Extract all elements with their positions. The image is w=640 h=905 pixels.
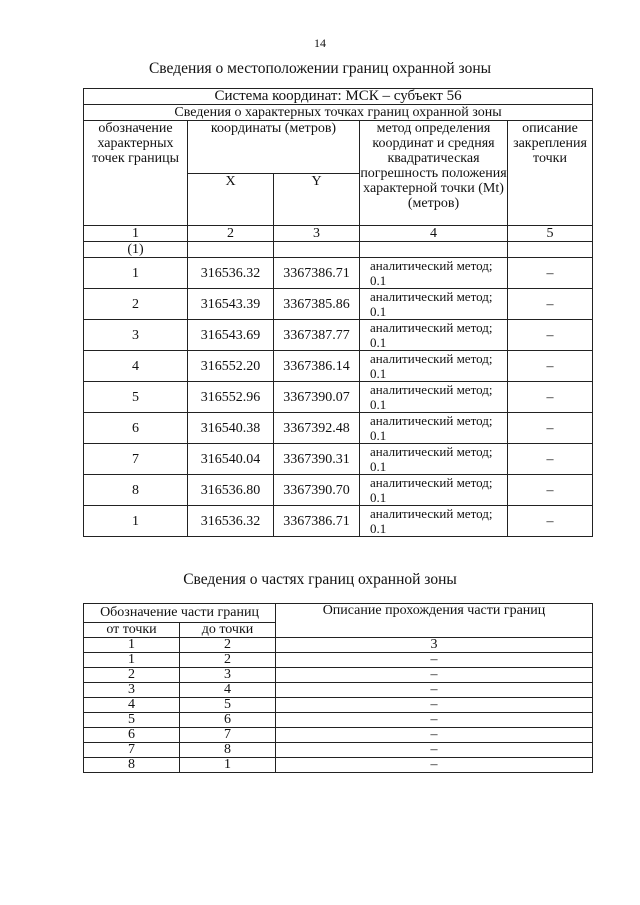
table-row bbox=[84, 289, 593, 320]
table-cell: 5 bbox=[180, 698, 276, 713]
table-cell: 7 bbox=[180, 728, 276, 743]
points-subheader: Сведения о характерных точках границ охранной зоны bbox=[84, 105, 593, 121]
table-cell: 6 bbox=[84, 413, 188, 444]
table-cell: 316552.96 bbox=[188, 382, 274, 413]
table-cell: 3 bbox=[84, 683, 180, 698]
col-fixing: описание закрепления точки bbox=[508, 121, 593, 226]
table-row bbox=[84, 713, 593, 728]
section-title-boundaries: Сведения о местоположении границ охранной зоны bbox=[148, 60, 492, 77]
table-cell: 1 bbox=[84, 506, 188, 537]
table-cell: – bbox=[508, 351, 593, 382]
table-cell: 316540.04 bbox=[188, 444, 274, 475]
table-cell: 3367392.48 bbox=[274, 413, 360, 444]
table-cell: – bbox=[508, 320, 593, 351]
table-cell: 316540.38 bbox=[188, 413, 274, 444]
table-cell: 7 bbox=[84, 743, 180, 758]
table-cell: аналитический метод; 0.1 bbox=[360, 320, 508, 351]
table-cell: 2 bbox=[84, 668, 180, 683]
table-cell: 6 bbox=[84, 728, 180, 743]
table-cell: 3367386.71 bbox=[274, 506, 360, 537]
col-to: до точки bbox=[180, 623, 276, 638]
table-cell: – bbox=[276, 728, 593, 743]
table-cell: – bbox=[276, 683, 593, 698]
table-cell: аналитический метод; 0.1 bbox=[360, 289, 508, 320]
table-cell: – bbox=[508, 289, 593, 320]
table-cell: – bbox=[508, 382, 593, 413]
table-cell: 3367385.86 bbox=[274, 289, 360, 320]
table-row bbox=[84, 320, 593, 351]
table-cell: – bbox=[508, 475, 593, 506]
table-cell: 316543.69 bbox=[188, 320, 274, 351]
table-cell: 4 bbox=[180, 683, 276, 698]
table-cell: 8 bbox=[180, 743, 276, 758]
col-num: 2 bbox=[180, 638, 276, 653]
table-cell: аналитический метод; 0.1 bbox=[360, 258, 508, 289]
col-num: 3 bbox=[274, 226, 360, 242]
table-cell: 316552.20 bbox=[188, 351, 274, 382]
page-number: 14 bbox=[314, 36, 326, 50]
table-row bbox=[84, 506, 593, 537]
table-cell: 5 bbox=[84, 382, 188, 413]
table-cell: – bbox=[276, 743, 593, 758]
table-cell: 8 bbox=[84, 475, 188, 506]
col-x: X bbox=[188, 173, 274, 226]
table-row bbox=[84, 743, 593, 758]
col-y: Y bbox=[274, 173, 360, 226]
table-cell: аналитический метод; 0.1 bbox=[360, 475, 508, 506]
table-row bbox=[84, 728, 593, 743]
table-cell: 4 bbox=[84, 698, 180, 713]
parts-table bbox=[83, 603, 593, 773]
table-cell: 7 bbox=[84, 444, 188, 475]
table-row bbox=[84, 758, 593, 773]
table-cell: 3367390.70 bbox=[274, 475, 360, 506]
col-num: 5 bbox=[508, 226, 593, 242]
table-cell: 3367386.14 bbox=[274, 351, 360, 382]
table-cell: 5 bbox=[84, 713, 180, 728]
col-coords: координаты (метров) bbox=[188, 121, 360, 174]
table-cell: 3367390.31 bbox=[274, 444, 360, 475]
table-cell: 6 bbox=[180, 713, 276, 728]
col-method: метод определения координат и средняя квадратическая погрешность положения характерной точки (Mt) (метров) bbox=[360, 121, 508, 226]
table-cell: аналитический метод; 0.1 bbox=[360, 351, 508, 382]
coord-system-header: Система координат: МСК – субъект 56 bbox=[84, 89, 593, 105]
table-cell: аналитический метод; 0.1 bbox=[360, 444, 508, 475]
col-num: 1 bbox=[84, 638, 180, 653]
table-cell: – bbox=[276, 758, 593, 773]
table-cell: 3367387.77 bbox=[274, 320, 360, 351]
col-num: 3 bbox=[276, 638, 593, 653]
table-cell: 3 bbox=[180, 668, 276, 683]
table-cell: 316543.39 bbox=[188, 289, 274, 320]
table-cell: – bbox=[508, 413, 593, 444]
table-row bbox=[84, 698, 593, 713]
table-cell: аналитический метод; 0.1 bbox=[360, 506, 508, 537]
table-cell: – bbox=[508, 444, 593, 475]
table-cell: – bbox=[508, 506, 593, 537]
table-cell: аналитический метод; 0.1 bbox=[360, 413, 508, 444]
contour-label: (1) bbox=[84, 242, 188, 258]
table-cell: 8 bbox=[84, 758, 180, 773]
col-part: Обозначение части границ bbox=[84, 604, 276, 623]
table-cell: 316536.32 bbox=[188, 258, 274, 289]
table-row bbox=[84, 475, 593, 506]
col-from: от точки bbox=[84, 623, 180, 638]
section-title-parts: Сведения о частях границ охранной зоны bbox=[183, 571, 457, 588]
col-num: 1 bbox=[84, 226, 188, 242]
table-cell: 1 bbox=[180, 758, 276, 773]
col-desc: Описание прохождения части границ bbox=[276, 604, 593, 638]
table-row bbox=[84, 653, 593, 668]
col-num: 4 bbox=[360, 226, 508, 242]
table-row bbox=[84, 382, 593, 413]
col-num: 2 bbox=[188, 226, 274, 242]
table-cell: 3367386.71 bbox=[274, 258, 360, 289]
col-designation: обозначение характерных точек границы bbox=[84, 121, 188, 226]
table-row bbox=[84, 683, 593, 698]
points-table bbox=[83, 88, 593, 537]
table-cell: 2 bbox=[180, 653, 276, 668]
table-cell: – bbox=[276, 653, 593, 668]
table-cell: 3 bbox=[84, 320, 188, 351]
empty-cell bbox=[188, 242, 274, 258]
table-row bbox=[84, 351, 593, 382]
table-cell: – bbox=[276, 713, 593, 728]
table-cell: 2 bbox=[84, 289, 188, 320]
table-row bbox=[84, 413, 593, 444]
table-cell: – bbox=[508, 258, 593, 289]
empty-cell bbox=[360, 242, 508, 258]
table-cell: – bbox=[276, 698, 593, 713]
table-cell: 316536.32 bbox=[188, 506, 274, 537]
table-row bbox=[84, 444, 593, 475]
table-cell: 3367390.07 bbox=[274, 382, 360, 413]
table-cell: 4 bbox=[84, 351, 188, 382]
empty-cell bbox=[274, 242, 360, 258]
table-row bbox=[84, 258, 593, 289]
table-cell: 316536.80 bbox=[188, 475, 274, 506]
table-cell: 1 bbox=[84, 258, 188, 289]
table-cell: 1 bbox=[84, 653, 180, 668]
table-cell: аналитический метод; 0.1 bbox=[360, 382, 508, 413]
table-cell: – bbox=[276, 668, 593, 683]
empty-cell bbox=[508, 242, 593, 258]
table-row bbox=[84, 668, 593, 683]
